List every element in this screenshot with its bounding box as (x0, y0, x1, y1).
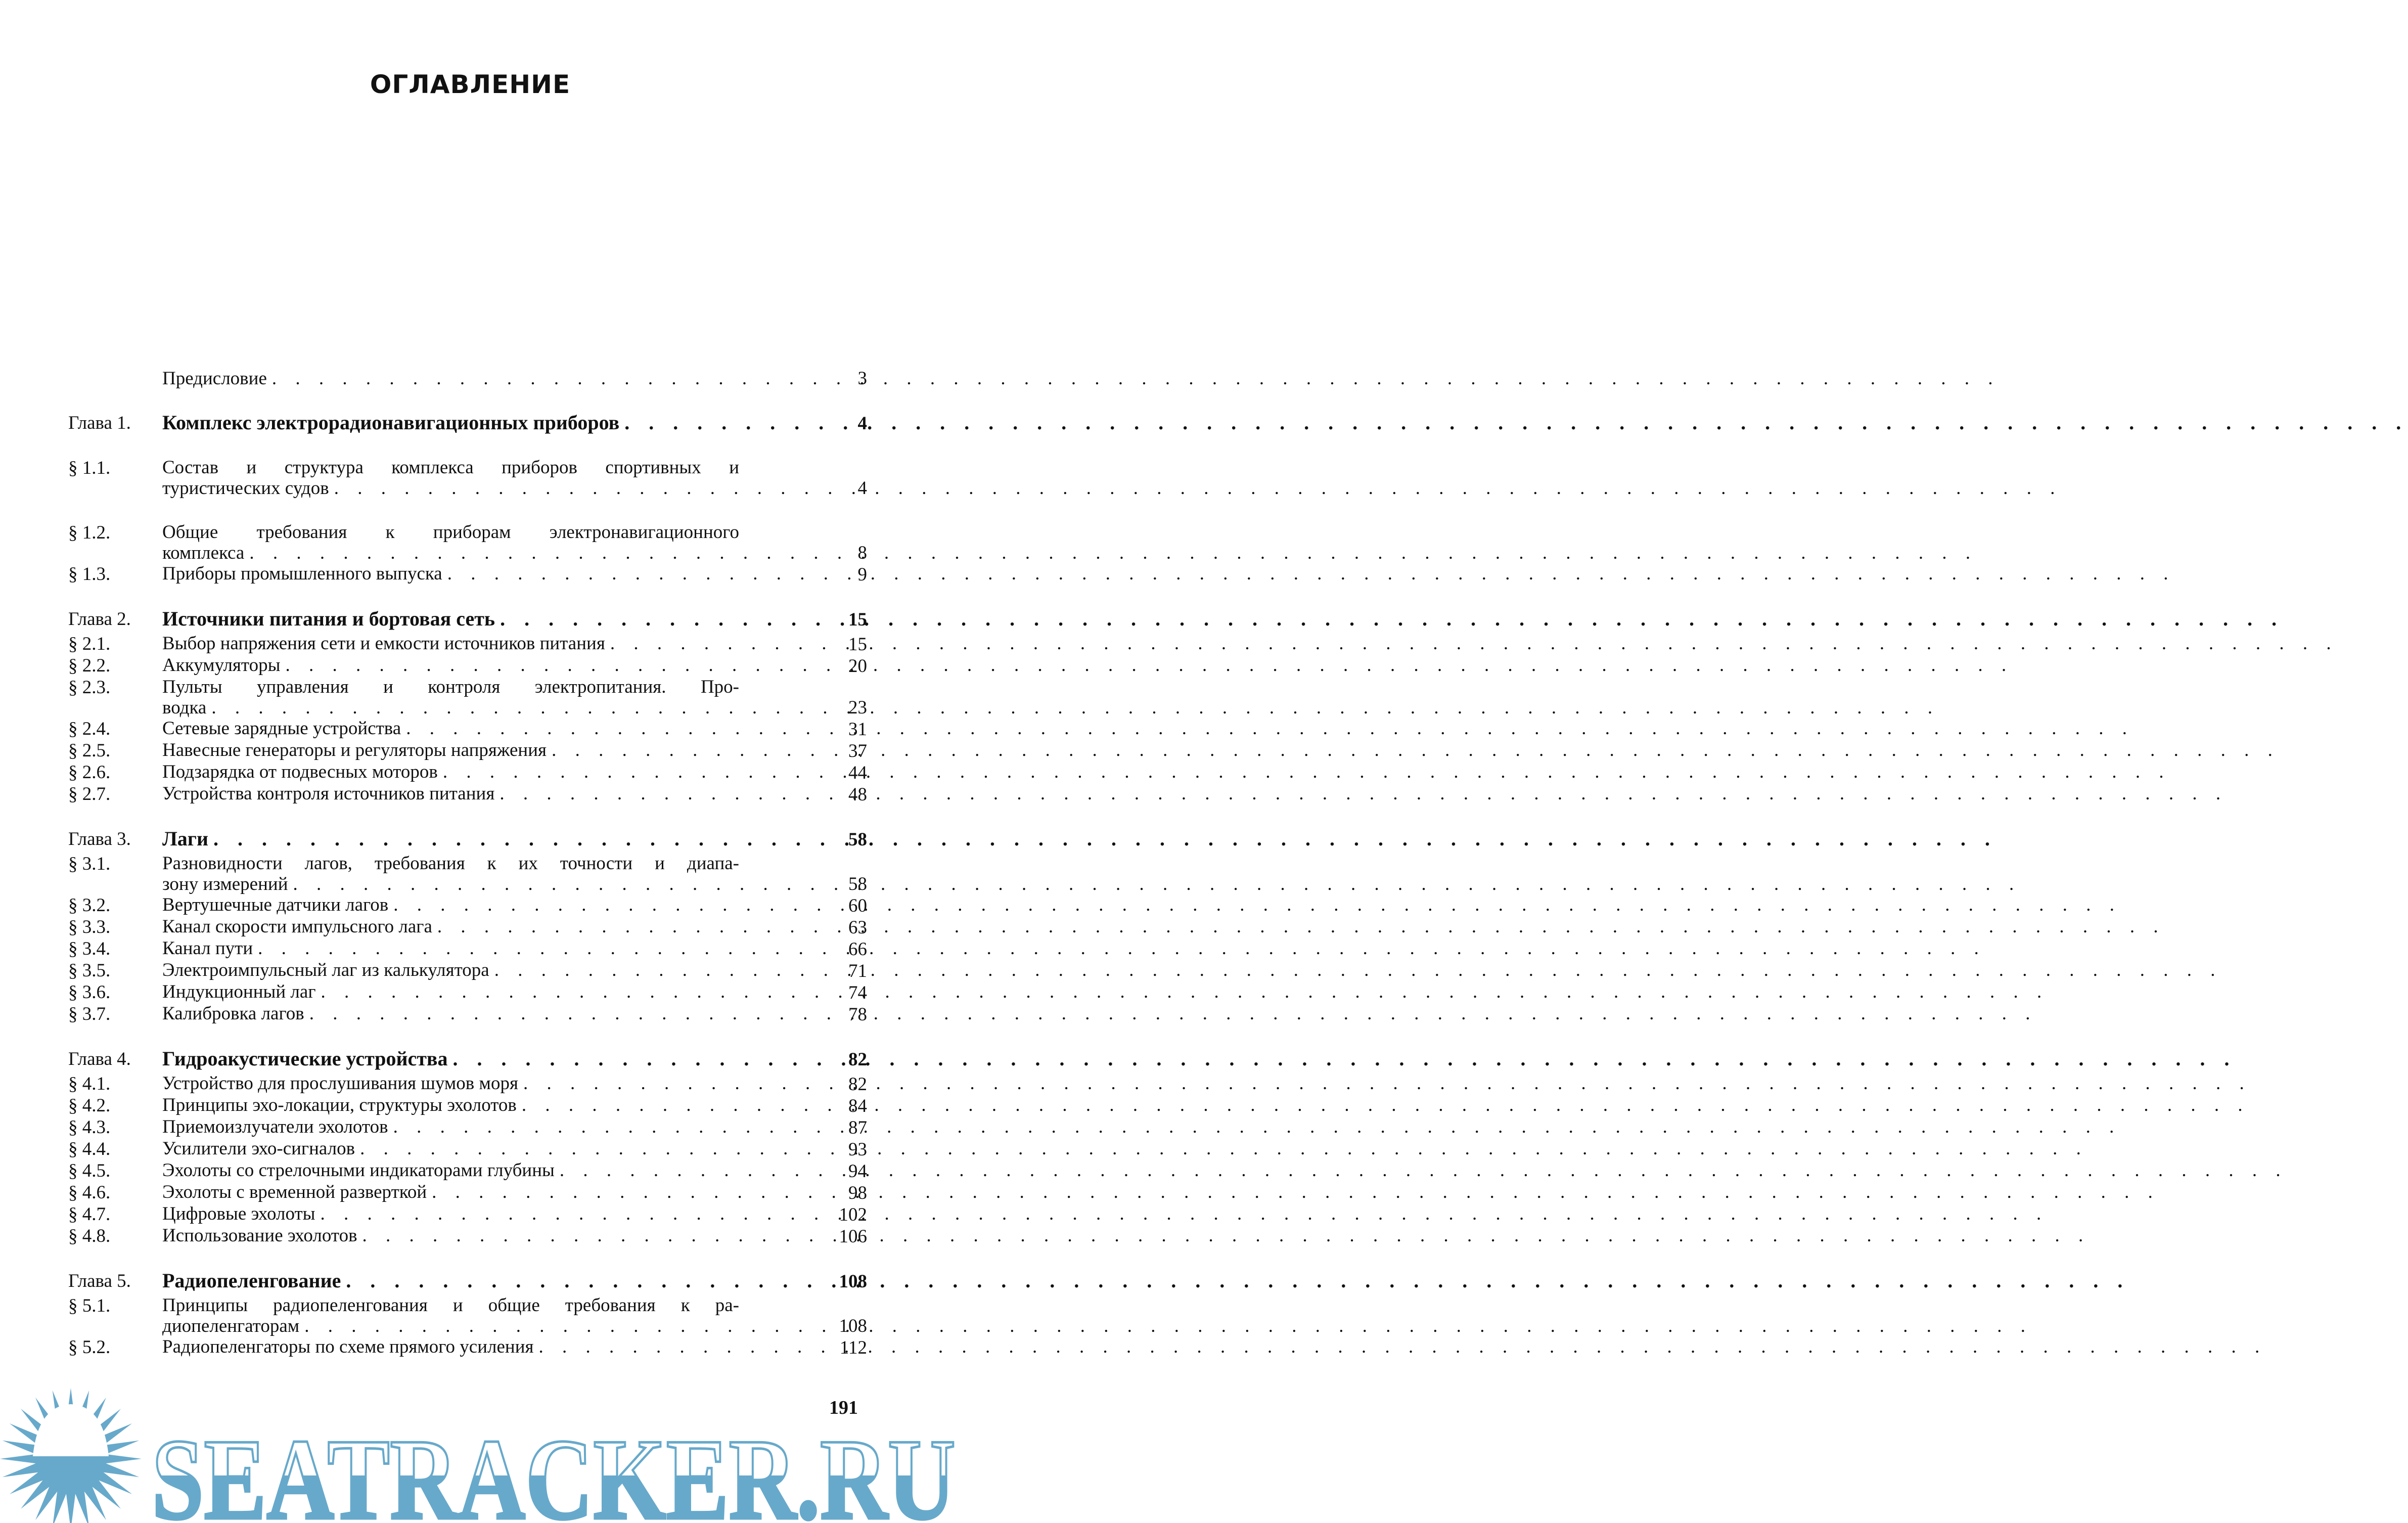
entry-title: Приборы промышленного выпуска (162, 563, 442, 584)
dot-leader (285, 655, 2013, 676)
entry-label: § 1.3. (68, 564, 111, 585)
toc-chapter[interactable] (68, 828, 867, 850)
entry-title: Канал пути (162, 938, 253, 959)
entry-title: Использование эхолотов (162, 1225, 357, 1246)
toc-entry[interactable] (68, 563, 867, 585)
page-number: 191 (829, 1397, 858, 1418)
entry-title: Сетевые зарядные устройства (162, 718, 401, 739)
entry-title: туристических судов (162, 478, 329, 499)
entry-label: § 4.8. (68, 1226, 111, 1246)
toc-entry[interactable] (68, 938, 867, 960)
entry-page: 15 (848, 609, 867, 630)
dot-leader (258, 938, 1986, 959)
entry-label: § 3.1. (68, 854, 111, 874)
toc-entry[interactable] (68, 1225, 867, 1247)
entry-page: 112 (839, 1337, 867, 1358)
entry-page: 108 (839, 1271, 867, 1292)
entry-page: 58 (848, 829, 867, 850)
entry-title: Канал скорости импульсного лага (162, 916, 432, 937)
dot-leader (360, 1138, 2088, 1159)
toc-entry[interactable] (68, 740, 867, 762)
toc-entry[interactable] (68, 1073, 867, 1095)
entry-title: Разновидности лагов, требования к их точности и диапа- (162, 853, 739, 874)
entry-page: 9 (857, 564, 867, 585)
entry-label: § 1.2. (68, 522, 111, 543)
entry-label: § 4.7. (68, 1204, 111, 1225)
entry-label: § 2.5. (68, 740, 111, 761)
toc-entry[interactable] (68, 981, 867, 1003)
sun-icon (0, 1388, 142, 1523)
dot-leader (213, 828, 1997, 849)
toc-entry[interactable] (68, 916, 867, 938)
entry-title: Радиопеленгаторы по схеме прямого усиления (162, 1336, 534, 1357)
entry-page: 106 (839, 1226, 867, 1247)
entry-title: зону измерений (162, 874, 288, 894)
entry-label: § 3.2. (68, 895, 111, 916)
entry-page: 8 (857, 543, 867, 563)
dot-leader (321, 981, 2049, 1002)
entry-label: § 2.7. (68, 784, 111, 804)
dot-leader (362, 1225, 2091, 1246)
toc-entry[interactable] (68, 522, 867, 563)
entry-label: § 5.2. (68, 1337, 111, 1358)
entry-page: 94 (848, 1161, 867, 1182)
dot-leader (334, 478, 2062, 499)
entry-label: § 2.1. (68, 634, 111, 654)
page-title: ОГЛАВЛЕНИЕ (370, 70, 571, 99)
entry-page: 58 (848, 874, 867, 894)
entry-title: Подзарядка от подвесных моторов (162, 762, 438, 782)
table-of-contents (68, 368, 867, 1358)
entry-title: Состав и структура комплекса приборов спортивных и (162, 457, 739, 478)
toc-entry[interactable] (68, 718, 867, 740)
entry-label: § 4.2. (68, 1095, 111, 1116)
entry-label (68, 368, 162, 389)
entry-page: 82 (848, 1049, 867, 1070)
entry-label: § 3.3. (68, 917, 111, 937)
toc-chapter[interactable] (68, 1048, 867, 1070)
dot-leader (249, 543, 1977, 563)
entry-page: 71 (848, 961, 867, 981)
entry-label: Глава 5. (68, 1271, 131, 1291)
entry-title: Навесные генераторы и регуляторы напряжения (162, 740, 547, 760)
entry-label: Глава 2. (68, 609, 131, 630)
toc-entry[interactable] (68, 1295, 867, 1336)
dot-leader (447, 563, 2175, 584)
entry-page: 108 (839, 1316, 867, 1336)
watermark-logo (0, 1383, 963, 1523)
toc-entry[interactable] (68, 894, 867, 916)
entry-title: Гидроакустические устройства (162, 1047, 448, 1070)
entry-title: водка (162, 697, 207, 718)
entry-page: 66 (848, 939, 867, 960)
entry-label: § 3.5. (68, 960, 111, 981)
toc-entry[interactable] (68, 633, 867, 655)
entry-title: Принципы эхо-локации, структуры эхолотов (162, 1095, 517, 1115)
entry-label: § 2.2. (68, 655, 111, 676)
entry-title: диопеленгаторам (162, 1316, 300, 1336)
dot-leader (624, 412, 2408, 433)
toc-entry[interactable] (68, 677, 867, 718)
dot-leader (393, 894, 2121, 915)
toc-entry[interactable] (68, 368, 867, 389)
entry-label: Глава 1. (68, 413, 131, 433)
entry-page: 44 (848, 763, 867, 783)
dot-leader (346, 1270, 2129, 1291)
entry-page: 87 (848, 1117, 867, 1138)
entry-title: Эхолоты с временной разверткой (162, 1182, 427, 1202)
entry-label: § 5.1. (68, 1295, 111, 1316)
dot-leader (406, 718, 2134, 739)
entry-page: 3 (857, 368, 867, 389)
watermark-text: SEATRACKER.RU (152, 1415, 956, 1523)
entry-title: Устройства контроля источников питания (162, 783, 495, 804)
entry-label: § 4.3. (68, 1117, 111, 1138)
entry-page: 15 (848, 634, 867, 655)
entry-label: § 3.4. (68, 938, 111, 959)
entry-label: § 2.6. (68, 762, 111, 783)
toc-entry[interactable] (68, 1182, 867, 1203)
dot-leader (211, 697, 1939, 718)
entry-label: § 1.1. (68, 458, 111, 478)
entry-page: 37 (848, 741, 867, 762)
toc-entry[interactable] (68, 1138, 867, 1160)
entry-page: 84 (848, 1096, 867, 1116)
dot-leader (610, 633, 2338, 654)
entry-title: Эхолоты со стрелочными индикаторами глубины (162, 1160, 555, 1181)
entry-title: Аккумуляторы (162, 655, 281, 676)
entry-label: § 3.6. (68, 982, 111, 1003)
toc-entry[interactable] (68, 1003, 867, 1025)
entry-title: Предисловие (162, 368, 267, 389)
toc-entry[interactable] (68, 1095, 867, 1116)
toc-entry[interactable] (68, 960, 867, 981)
entry-label: § 4.6. (68, 1182, 111, 1203)
entry-page: 48 (848, 784, 867, 805)
entry-page: 4 (857, 478, 867, 499)
entry-page: 98 (848, 1183, 867, 1203)
dot-leader (437, 916, 2165, 937)
entry-page: 82 (848, 1074, 867, 1095)
entry-title: Общие требования к приборам электронавигационного (162, 522, 739, 543)
toc-entry[interactable] (68, 1160, 867, 1182)
entry-label: § 3.7. (68, 1004, 111, 1024)
entry-title: Усилители эхо-сигналов (162, 1138, 355, 1159)
entry-title: Радиопеленгование (162, 1269, 341, 1292)
toc-entry[interactable] (68, 1336, 867, 1358)
entry-title: Принципы радиопеленгования и общие требования к ра- (162, 1295, 739, 1316)
toc-entry[interactable] (68, 1116, 867, 1138)
entry-title: Источники питания и бортовая сеть (162, 607, 495, 630)
dot-leader (304, 1316, 2032, 1336)
entry-page: 20 (848, 656, 867, 677)
entry-title: Вертушечные датчики лагов (162, 894, 389, 915)
entry-page: 60 (848, 895, 867, 916)
dot-leader (309, 1003, 2037, 1024)
entry-title: Пульты управления и контроля электропитания. Про- (162, 677, 739, 697)
entry-label: § 4.1. (68, 1073, 111, 1094)
toc-entry[interactable] (68, 783, 867, 805)
entry-title: Комплекс электрорадионавигационных приборов (162, 411, 620, 434)
dot-leader (432, 1182, 2160, 1202)
entry-page: 102 (839, 1204, 867, 1225)
dot-leader (443, 762, 2171, 782)
entry-page: 63 (848, 917, 867, 938)
entry-title: Индукционный лаг (162, 981, 316, 1002)
toc-chapter[interactable] (68, 1270, 867, 1292)
entry-title: комплекса (162, 543, 245, 563)
entry-page: 4 (857, 413, 867, 434)
entry-page: 93 (848, 1139, 867, 1160)
entry-page: 23 (848, 697, 867, 718)
toc-chapter[interactable] (68, 412, 867, 434)
dot-leader (272, 368, 2000, 389)
toc-entry[interactable] (68, 1203, 867, 1225)
entry-label: § 2.4. (68, 719, 111, 739)
entry-title: Электроимпульсный лаг из калькулятора (162, 960, 489, 980)
toc-entry[interactable] (68, 655, 867, 677)
dot-leader (453, 1048, 2237, 1069)
entry-title: Устройство для прослушивания шумов моря (162, 1073, 518, 1094)
entry-title: Выбор напряжения сети и емкости источников питания (162, 633, 605, 654)
entry-title: Лаги (162, 827, 209, 850)
dot-leader (293, 874, 2021, 894)
entry-label: Глава 4. (68, 1049, 131, 1069)
entry-label: § 4.4. (68, 1139, 111, 1159)
entry-label: Глава 3. (68, 829, 131, 849)
entry-page: 74 (848, 982, 867, 1003)
entry-label: § 2.3. (68, 677, 111, 698)
toc-chapter[interactable] (68, 608, 867, 630)
toc-entry[interactable] (68, 853, 867, 894)
entry-page: 78 (848, 1004, 867, 1025)
toc-entry[interactable] (68, 457, 867, 499)
entry-title: Калибровка лагов (162, 1003, 304, 1024)
entry-label: § 4.5. (68, 1160, 111, 1181)
entry-title: Цифровые эхолоты (162, 1203, 315, 1224)
entry-title: Приемоизлучатели эхолотов (162, 1116, 388, 1137)
dot-leader (393, 1116, 2121, 1137)
toc-entry[interactable] (68, 762, 867, 783)
entry-page: 31 (848, 719, 867, 740)
dot-leader (321, 1203, 2049, 1224)
